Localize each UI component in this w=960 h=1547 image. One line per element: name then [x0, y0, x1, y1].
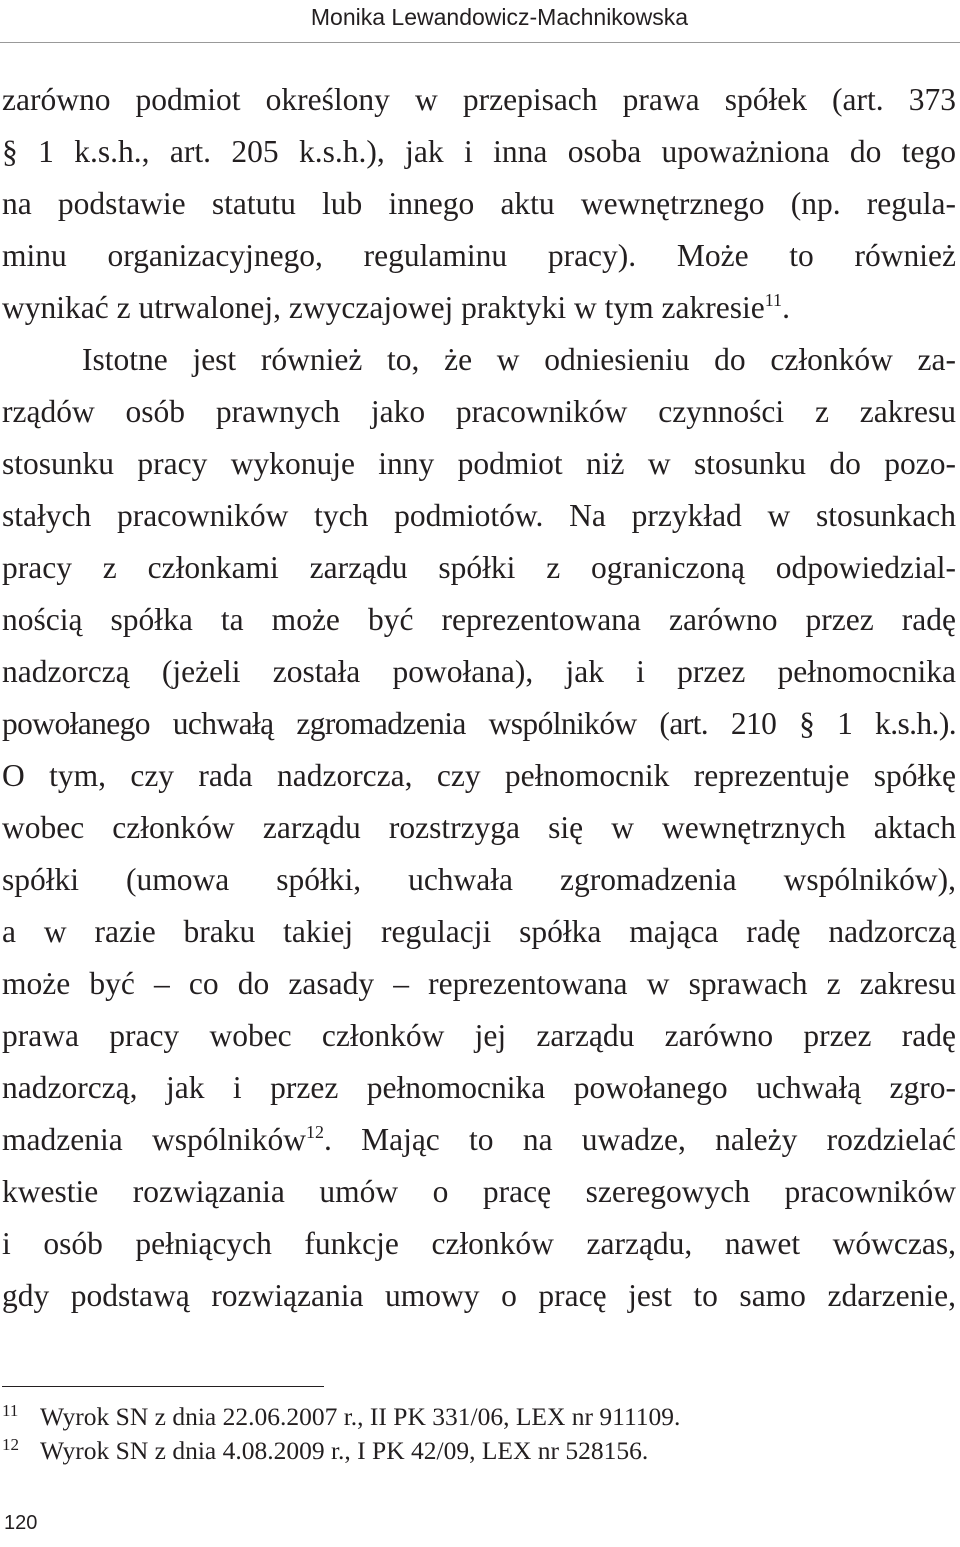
paragraph-start-line: Istotne jest również to, że w odniesieniu do członków za-	[82, 342, 956, 377]
footnote-ref-12: 12	[305, 1122, 324, 1142]
running-header: Monika Lewandowicz-Machnikowska	[310, 4, 688, 30]
footnote-text: Wyrok SN z dnia 4.08.2009 r., I PK 42/09, LEX nr 528156.	[40, 1436, 649, 1465]
page-number: 120	[4, 1512, 38, 1534]
text-line: stosunku pracy wykonuje inny podmiot niż w stosunku do pozo-	[2, 446, 956, 481]
text-line: nadzorczą, jak i przez pełnomocnika powołanego uchwałą zgro-	[2, 1070, 956, 1105]
text-line: zarówno podmiot określony w przepisach prawa spółek (art. 373	[2, 82, 956, 117]
text-line: § 1 k.s.h., art. 205 k.s.h.), jak i inna osoba upoważniona do tego	[2, 134, 956, 169]
text-line: wobec członków zarządu rozstrzyga się w wewnętrznych aktach	[2, 810, 956, 845]
text-line: prawa pracy wobec członków jej zarządu zarówno przez radę	[2, 1018, 956, 1053]
text-line: nością spółka ta może być reprezentowana zarówno przez radę	[2, 602, 956, 637]
footnote-number: 11	[2, 1401, 19, 1420]
text-line: pracy z członkami zarządu spółki z ograniczoną odpowiedzial-	[2, 550, 956, 585]
footnote	[2, 1434, 902, 1468]
text-line: a w razie braku takiej regulacji spółka mająca radę nadzorczą	[2, 914, 956, 949]
footnote-ref-11: 11	[764, 290, 783, 310]
footnote-number: 12	[2, 1435, 19, 1454]
text-line: kwestie rozwiązania umów o pracę szeregowych pracowników	[2, 1174, 956, 1209]
body-text	[2, 74, 956, 1322]
text-line: może być – co do zasady – reprezentowana w sprawach z zakresu	[2, 966, 956, 1001]
text-line: O tym, czy rada nadzorcza, czy pełnomocnik reprezentuje spółkę	[2, 758, 956, 793]
text-line	[2, 282, 956, 334]
text-line-end: .	[782, 290, 790, 325]
text-line: rządów osób prawnych jako pracowników czynności z zakresu	[2, 394, 956, 429]
text-line: nadzorczą (jeżeli została powołana), jak i przez pełnomocnika	[2, 654, 956, 689]
text-line: i osób pełniących funkcje członków zarządu, nawet wówczas,	[2, 1226, 956, 1261]
text-line: minu organizacyjnego, regulaminu pracy). Może to również	[2, 238, 956, 273]
text-line: stałych pracowników tych podmiotów. Na przykład w stosunkach	[2, 498, 956, 533]
text-line: na podstawie statutu lub innego aktu wewnętrznego (np. regula-	[2, 186, 956, 221]
text-line: spółki (umowa spółki, uchwała zgromadzenia wspólników),	[2, 862, 956, 897]
footnotes	[2, 1400, 902, 1468]
text-line-end: . Mając to na uwadze, należy rozdzielać	[323, 1122, 956, 1157]
text-line	[2, 1114, 956, 1166]
text-line: powołanego uchwałą zgromadzenia wspólników (art. 210 § 1 k.s.h.).	[2, 706, 956, 741]
text-line-content: madzenia wspólników	[2, 1122, 306, 1157]
footnote-text: Wyrok SN z dnia 22.06.2007 r., II PK 331/06, LEX nr 911109.	[40, 1402, 681, 1431]
text-line: gdy podstawą rozwiązania umowy o pracę jest to samo zdarzenie,	[2, 1278, 956, 1313]
footnote-separator	[2, 1386, 324, 1387]
text-line-content: wynikać z utrwalonej, zwyczajowej praktyki w tym zakresie	[2, 290, 765, 325]
header-rule	[0, 42, 960, 43]
footnote	[2, 1400, 902, 1434]
